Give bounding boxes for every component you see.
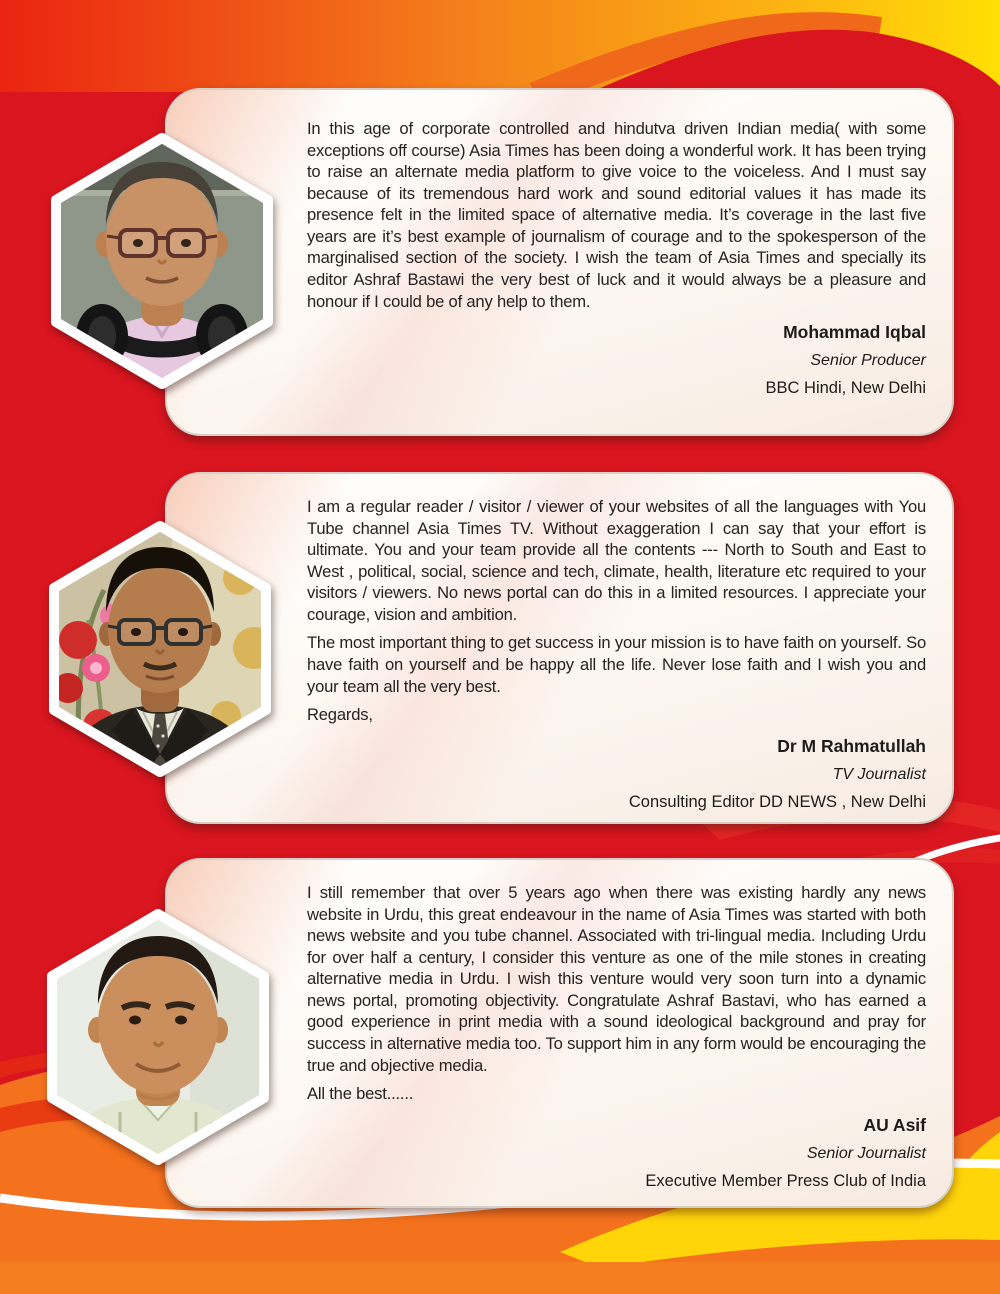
testimonial-paragraph: The most important thing to get success in your mission is to have faith on yourself. So have faith on yourself and be happy all the life. Never lose faith and I wish you and your team all the very best.	[307, 633, 926, 696]
bottom-flat-band	[0, 1262, 1000, 1294]
testimonial-paragraph: In this age of corporate controlled and hindutva driven Indian media( with some exceptions off course) Asia Times has been doing a wonderful work. It has been trying to raise an alternate media platform to give voice to the voiceless. And I must say because of its tremendous hard work and sound editorial values it has made its presence felt in the limited space of alternative media. It’s coverage in the last five years are it’s best example of journalism of courage and to the spokesperson of the marginalised section of the society. I wish the team of Asia Times and specially its editor Ashraf Bastawi the very best of luck and it would always be a pleasure and honour if I could be of any help to them.	[307, 119, 926, 311]
testimonial-paragraph: I still remember that over 5 years ago when there was existing hardly any news website in Urdu, this great endeavour in the name of Asia Times was started with both news website and you tube channel. Associated with tri-lingual media. Including Urdu for over half a century, I consider this venture as one of the mile stones in creating alternative media in Urdu. I wish this venture would very soon turn into a dynamic news portal, promoting objectivity. Congratulate Ashraf Bastavi, who has earned a good experience in print media with a sound ideological background and pray for success in alternative media too. To support him in any form would be encouraging the true and objective media.	[307, 883, 926, 1075]
testimonial-paragraph: All the best......	[307, 1084, 414, 1104]
author-name: AU Asif	[863, 1114, 926, 1135]
portrait-photo-mohammad-iqbal	[46, 132, 278, 390]
testimonial-card-2	[165, 472, 954, 824]
hexagon-portrait-icon	[46, 132, 278, 390]
testimonial-paragraph: Regards,	[307, 705, 373, 725]
signature-block	[307, 1115, 926, 1192]
author-title: Senior Journalist	[806, 1144, 926, 1162]
hexagon-portrait-icon	[42, 908, 274, 1166]
signature-block	[307, 736, 926, 813]
author-organization: BBC Hindi, New Delhi	[765, 378, 926, 397]
testimonial-card-1	[165, 88, 954, 436]
testimonial-paragraph: I am a regular reader / visitor / viewer of your websites of all the languages with You Tube channel Asia Times TV. Without exaggeration I can say that your effort is ultimate. You and your team provide all the contents --- North to South and East to West , political, social, science and tech, climate, health, literature etc required to your visitors / viewers. No news portal can do this in a limited resources. I appreciate your courage, vision and ambition.	[307, 497, 926, 624]
testimonial-card-3	[165, 858, 954, 1208]
portrait-illustration	[42, 908, 274, 1166]
author-name: Mohammad Iqbal	[783, 322, 926, 343]
author-organization: Consulting Editor DD NEWS , New Delhi	[628, 792, 926, 811]
testimonial-card-3-content	[167, 860, 952, 1191]
author-title: TV Journalist	[832, 765, 926, 783]
portrait-illustration	[44, 520, 276, 778]
portrait-illustration	[46, 132, 278, 390]
portrait-photo-au-asif	[42, 908, 274, 1166]
hexagon-portrait-icon	[44, 520, 276, 778]
author-title: Senior Producer	[810, 351, 926, 369]
author-organization: Executive Member Press Club of India	[645, 1171, 926, 1190]
testimonial-card-2-content	[167, 474, 952, 812]
testimonial-card-1-content	[167, 90, 952, 399]
author-name: Dr M Rahmatullah	[777, 735, 926, 756]
portrait-photo-dr-m-rahmatullah	[44, 520, 276, 778]
signature-block	[307, 322, 926, 399]
